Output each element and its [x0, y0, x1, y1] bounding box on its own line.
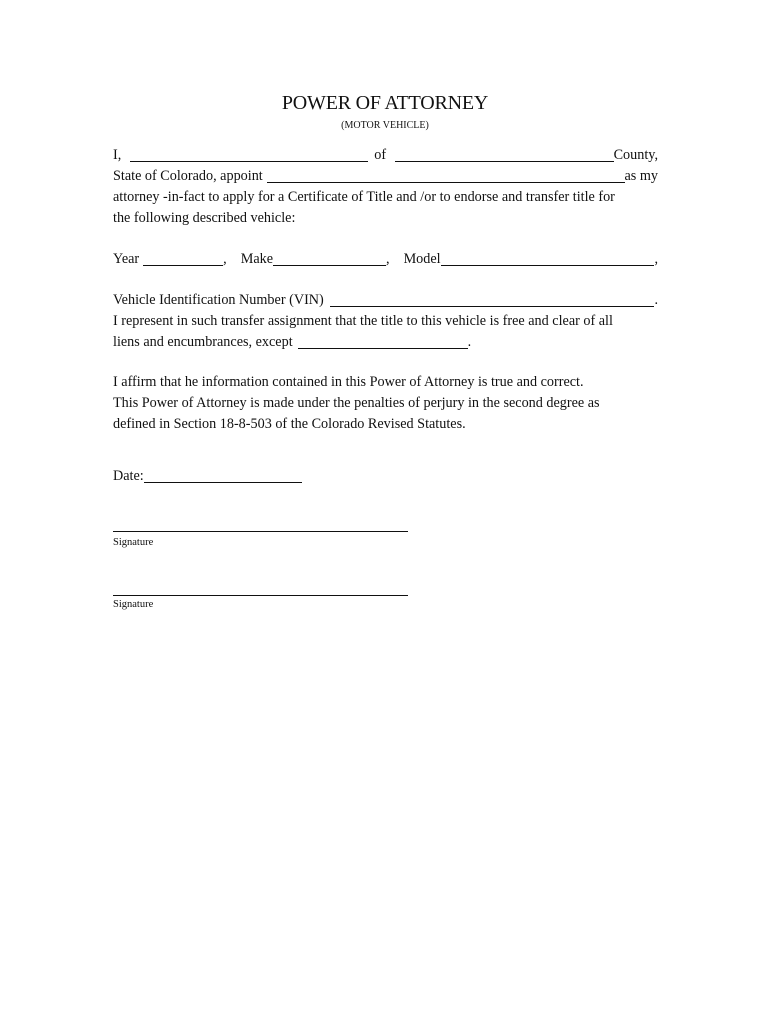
- liens-field[interactable]: [298, 332, 468, 349]
- make-field[interactable]: [273, 249, 386, 266]
- attorney-name-field[interactable]: [267, 166, 625, 183]
- document-title: POWER OF ATTORNEY: [281, 92, 489, 114]
- year-field[interactable]: [143, 249, 223, 266]
- make-comma: ,: [386, 251, 390, 267]
- year-comma: ,: [223, 251, 227, 267]
- model-comma: ,: [654, 251, 658, 267]
- affirm-text-1: I affirm that he information contained in this Power of Attorney is true and correct.: [113, 374, 584, 390]
- vehicle-intro-line: [113, 208, 658, 229]
- year-label: Year: [113, 251, 140, 267]
- vehicle-intro-text: the following described vehicle:: [113, 210, 296, 226]
- affirm-text-3: defined in Section 18-8-503 of the Colorado Revised Statutes.: [113, 416, 466, 432]
- principal-name-field[interactable]: [130, 145, 368, 162]
- principal-prefix: I,: [113, 147, 122, 163]
- authority-text-line: [113, 187, 658, 208]
- date-field[interactable]: [144, 466, 302, 483]
- vin-period: .: [654, 292, 658, 308]
- vehicle-details-line: [113, 249, 658, 270]
- county-field[interactable]: [395, 145, 613, 162]
- represent-text: I represent in such transfer assignment that the title to this vehicle is free and clear of all: [113, 313, 613, 329]
- appoint-label: State of Colorado, appoint: [113, 168, 263, 184]
- affirm-line-3: [113, 414, 658, 435]
- document-subtitle: (MOTOR VEHICLE): [341, 120, 429, 131]
- signature-1-label: Signature: [113, 537, 154, 548]
- authority-text: attorney -in-fact to apply for a Certificate of Title and /or to endorse and transfer title for: [113, 189, 615, 205]
- model-label: Model: [403, 251, 441, 267]
- represent-line: [113, 311, 658, 332]
- vin-field[interactable]: [330, 290, 655, 307]
- signature-1-field[interactable]: [113, 531, 408, 532]
- make-label: Make: [240, 251, 274, 267]
- date-label: Date:: [113, 468, 144, 484]
- vin-line: [113, 290, 658, 311]
- affirm-text-2: This Power of Attorney is made under the penalties of perjury in the second degree as: [113, 395, 600, 411]
- liens-line: [113, 332, 658, 353]
- liens-label: liens and encumbrances, except: [113, 334, 293, 350]
- liens-period: .: [467, 334, 472, 350]
- model-field[interactable]: [441, 249, 655, 266]
- signature-2-field[interactable]: [113, 595, 408, 596]
- as-my-label: as my: [624, 168, 658, 184]
- of-label: of: [374, 147, 387, 163]
- affirm-line-1: [113, 372, 658, 393]
- county-label: County,: [613, 147, 658, 163]
- vin-label: Vehicle Identification Number (VIN): [113, 292, 324, 308]
- signature-2-label: Signature: [113, 599, 154, 610]
- date-line: [113, 466, 658, 487]
- principal-line: [113, 145, 658, 166]
- appoint-line: [113, 166, 658, 187]
- affirm-line-2: [113, 393, 658, 414]
